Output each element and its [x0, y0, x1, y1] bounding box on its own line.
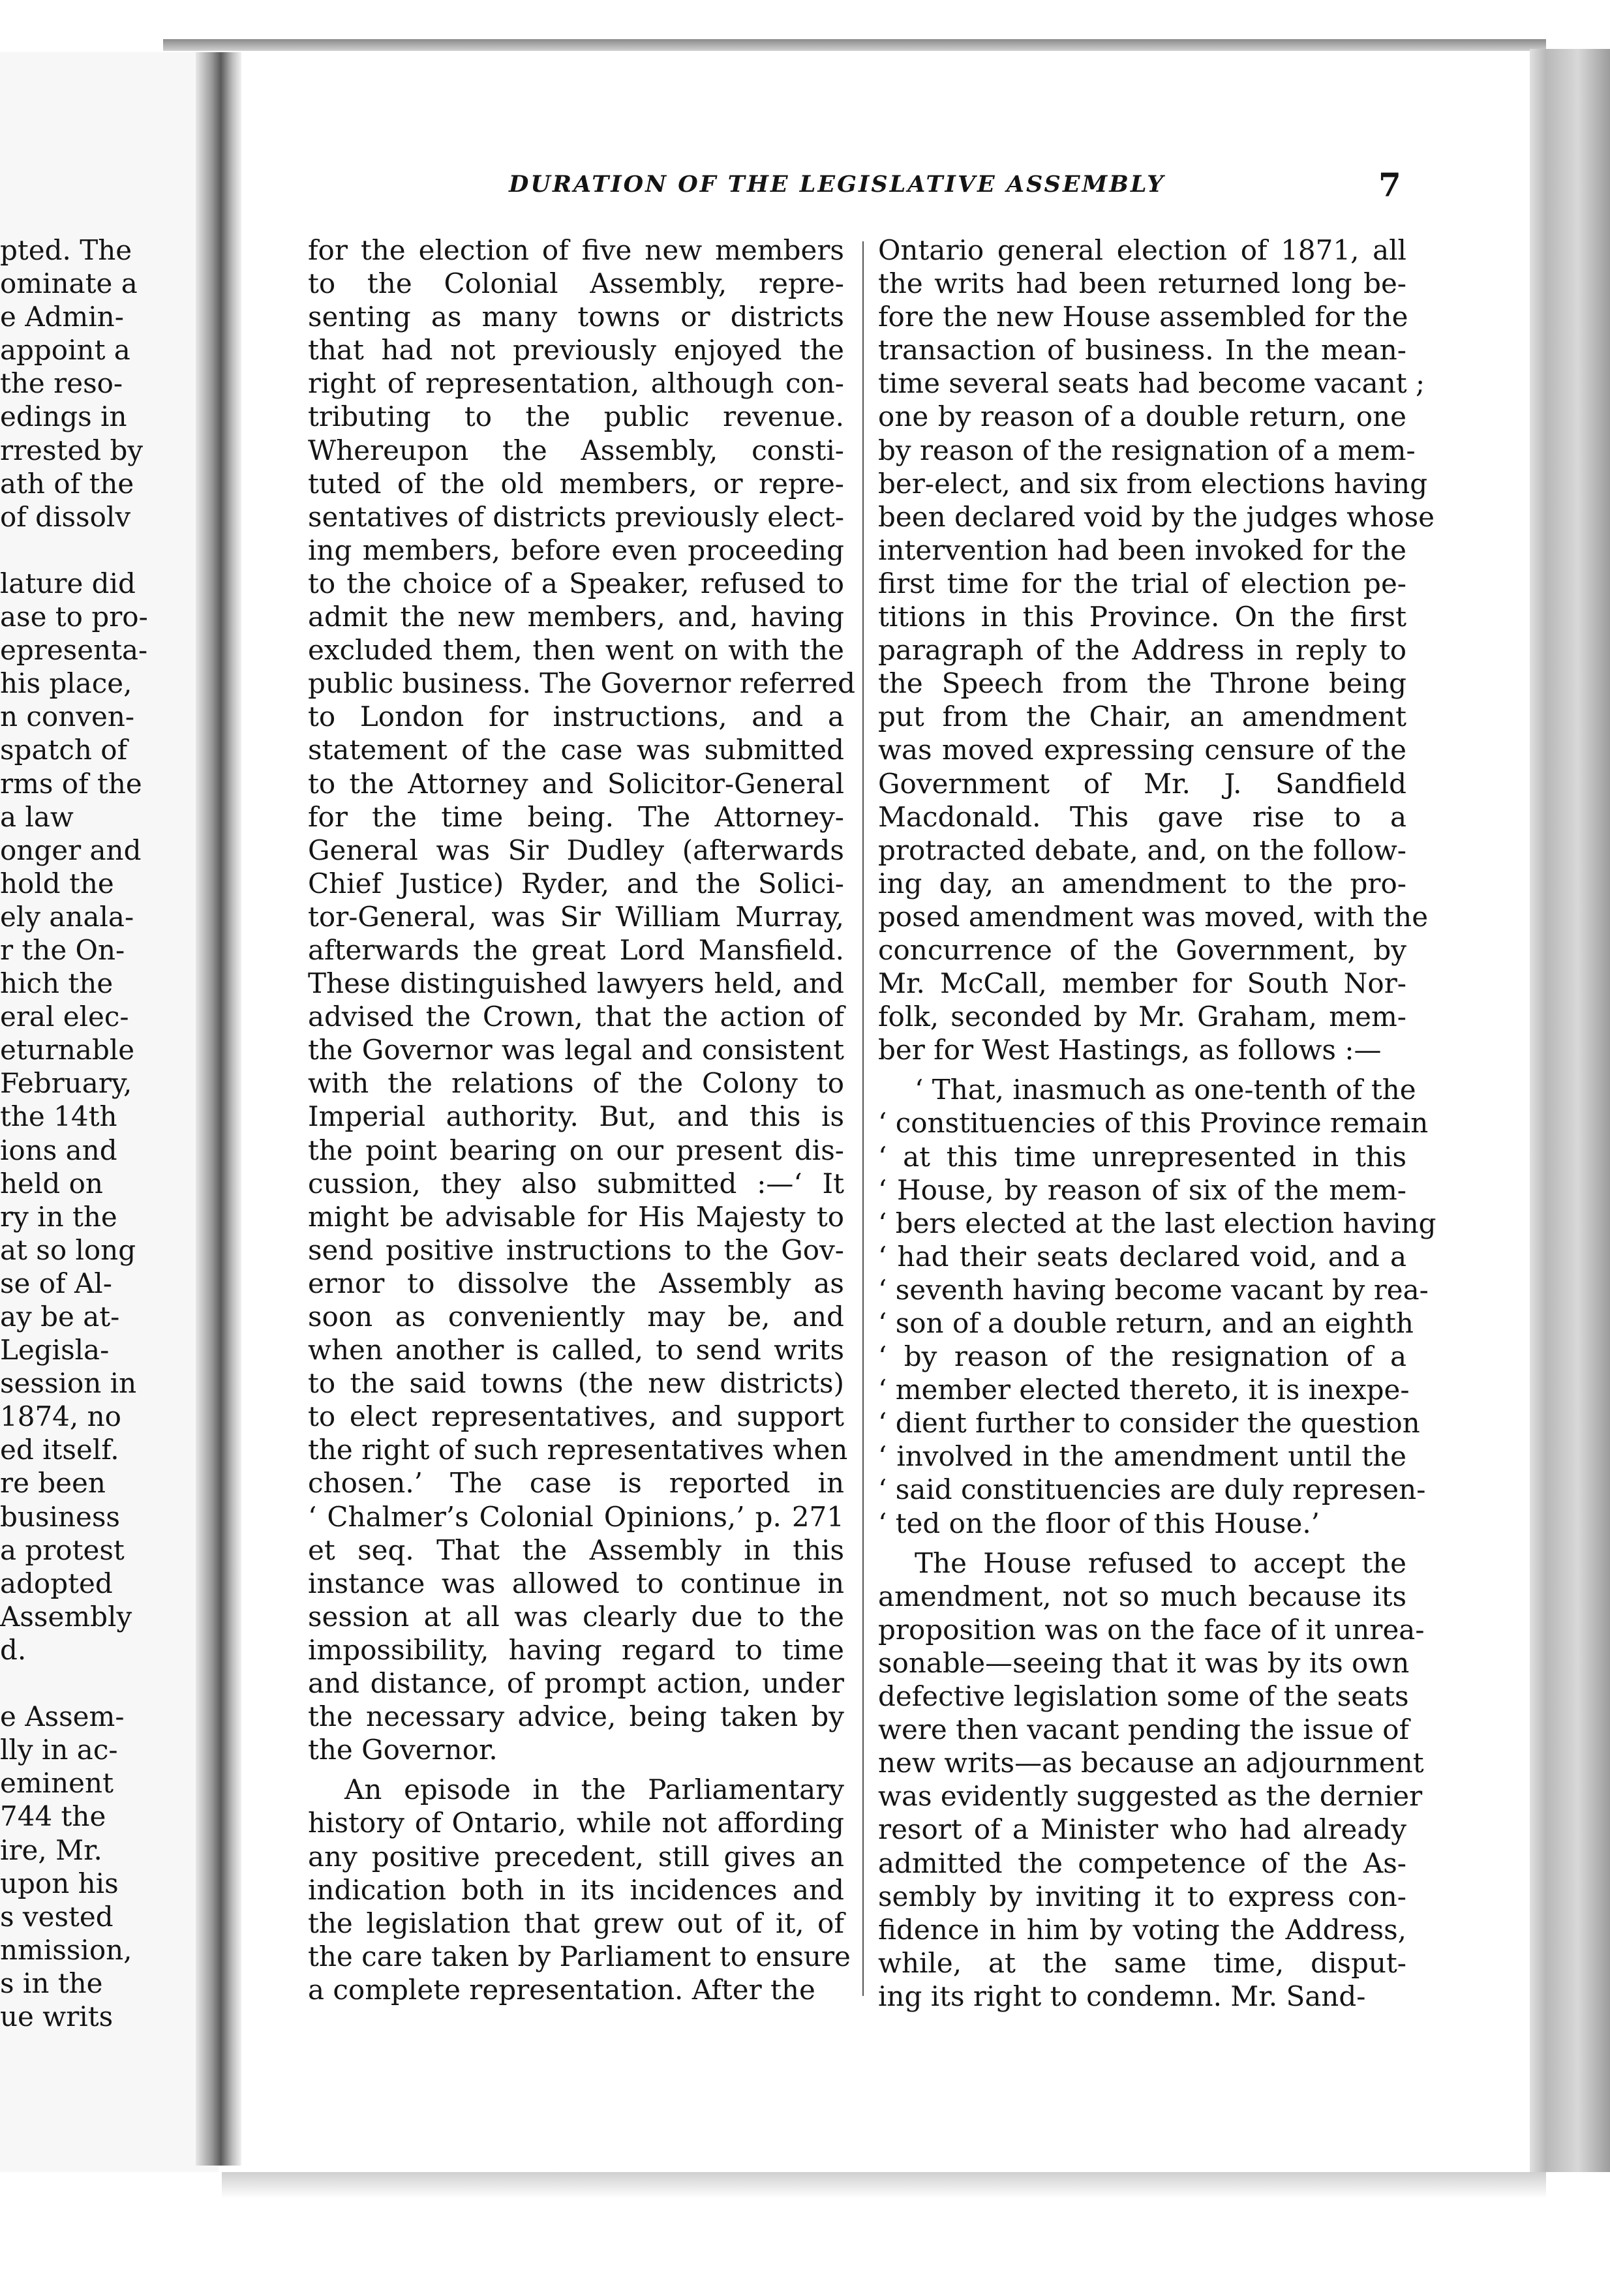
text-line: session at all was clearly due to the: [308, 1600, 844, 1633]
text-line: instance was allowed to continue in: [308, 1567, 844, 1599]
text-line: one by reason of a double return, one: [878, 400, 1406, 433]
text-line: history of Ontario, while not affording: [308, 1807, 844, 1839]
text-line: held on: [0, 1167, 103, 1200]
text-line: a protest: [0, 1533, 125, 1566]
text-line: r the On-: [0, 933, 125, 966]
text-line: were then vacant pending the issue of: [878, 1714, 1410, 1746]
text-line: rms of the: [0, 767, 142, 800]
text-line: session in: [0, 1367, 137, 1400]
text-line: se of Al-: [0, 1267, 112, 1299]
text-line: chosen.’ The case is reported in: [308, 1467, 844, 1500]
text-line: lature did: [0, 567, 136, 599]
text-line: while, at the same time, disput-: [878, 1946, 1406, 1979]
text-line: ions and: [0, 1134, 117, 1166]
text-line: ‘ by reason of the resignation of a: [878, 1340, 1406, 1373]
paragraph-gap: [0, 534, 123, 567]
text-line: epresenta-: [0, 634, 148, 667]
text-line: e Assem-: [0, 1700, 125, 1733]
text-line: tributing to the public revenue.: [308, 400, 844, 433]
text-line: soon as conveniently may be, and: [308, 1301, 844, 1333]
text-line: to London for instructions, and a: [308, 701, 844, 733]
text-line: and distance, of prompt action, under: [308, 1667, 844, 1700]
text-line: at so long: [0, 1233, 136, 1266]
text-line: Macdonald. This gave rise to a: [878, 800, 1406, 833]
text-line: adopted: [0, 1567, 113, 1599]
text-line: paragraph of the Address in reply to: [878, 634, 1406, 667]
text-line: Chief Justice) Ryder, and the Solici-: [308, 867, 844, 899]
text-line: appoint a: [0, 334, 130, 367]
text-line: the care taken by Parliament to ensure: [308, 1940, 851, 1972]
text-line: s in the: [0, 1967, 103, 1999]
text-line: ire, Mr.: [0, 1834, 102, 1866]
text-line: intervention had been invoked for the: [878, 534, 1406, 566]
text-line: ‘ son of a double return, and an eighth: [878, 1307, 1414, 1339]
text-line: with the relations of the Colony to: [308, 1067, 844, 1100]
text-line: Government of Mr. J. Sandfield: [878, 767, 1406, 800]
text-line: ‘ involved in the amendment until the: [878, 1440, 1406, 1473]
text-line: to the Colonial Assembly, repre-: [308, 267, 844, 300]
text-line: ‘ member elected thereto, it is inexpe-: [878, 1374, 1410, 1406]
text-line: the writs had been returned long be-: [878, 267, 1406, 300]
book-gutter: [196, 52, 241, 2166]
text-line: upon his: [0, 1867, 119, 1899]
text-line: the right of such representatives when: [308, 1434, 848, 1466]
text-line: was moved expressing censure of the: [878, 734, 1406, 766]
text-line: when another is called, to send writs: [308, 1334, 844, 1367]
text-line: The House refused to accept the: [915, 1547, 1406, 1579]
facing-page-text-fragment: [0, 234, 148, 2033]
text-line: time several seats had become vacant ;: [878, 367, 1425, 400]
text-line: public business. The Governor referred: [308, 667, 855, 700]
text-line: et seq. That the Assembly in this: [308, 1533, 844, 1566]
paragraph-spacing: [878, 1066, 1406, 1073]
text-line: ‘ constituencies of this Province remain: [878, 1107, 1429, 1140]
text-line: Legisla-: [0, 1334, 110, 1367]
text-line: the 14th: [0, 1100, 117, 1133]
text-line: s vested: [0, 1900, 114, 1933]
text-line: fore the new House assembled for the: [878, 301, 1408, 333]
text-line: to the Attorney and Solicitor-General: [308, 767, 844, 800]
text-line: ‘ bers elected at the last election having: [878, 1207, 1436, 1239]
text-line: sonable—seeing that it was by its own: [878, 1646, 1410, 1679]
text-line: ing its right to condemn. Mr. Sand-: [878, 1980, 1366, 2012]
text-line: amendment, not so much because its: [878, 1580, 1406, 1612]
text-line: by reason of the resignation of a mem-: [878, 434, 1416, 466]
text-line: admit the new members, and, having: [308, 601, 844, 633]
text-line: that had not previously enjoyed the: [308, 334, 844, 367]
text-line: ernor to dissolve the Assembly as: [308, 1267, 844, 1299]
text-line: titions in this Province. On the first: [878, 601, 1406, 633]
text-line: ath of the: [0, 467, 134, 500]
text-line: ed itself.: [0, 1434, 119, 1466]
text-line: ‘ House, by reason of six of the mem-: [878, 1173, 1406, 1206]
text-line: tuted of the old members, or repre-: [308, 467, 844, 500]
text-line: a law: [0, 800, 74, 833]
text-line: cussion, they also submitted :—‘ It: [308, 1167, 844, 1200]
paragraph-gap: [0, 1667, 123, 1700]
text-line: ‘ at this time unrepresented in this: [878, 1140, 1406, 1173]
text-line: ominate a: [0, 267, 138, 300]
text-line: ‘ That, inasmuch as one-tenth of the: [915, 1074, 1416, 1106]
text-line: put from the Chair, an amendment: [878, 701, 1406, 733]
text-line: the point bearing on our present dis-: [308, 1134, 844, 1166]
text-line: re been: [0, 1467, 106, 1500]
text-line: hold the: [0, 867, 114, 899]
text-line: nmission,: [0, 1933, 132, 1966]
text-line: statement of the case was submitted: [308, 734, 844, 766]
text-line: Mr. McCall, member for South Nor-: [878, 967, 1406, 1000]
text-line: for the time being. The Attorney-: [308, 800, 844, 833]
text-line: ‘ ted on the floor of this House.’: [878, 1507, 1320, 1539]
text-line: new writs—as because an adjournment: [878, 1747, 1424, 1779]
text-line: edings in: [0, 400, 127, 433]
text-line: excluded them, then went on with the: [308, 634, 844, 667]
text-line: An episode in the Parliamentary: [344, 1774, 844, 1806]
text-line: the necessary advice, being taken by: [308, 1700, 844, 1733]
text-line: hich the: [0, 967, 114, 1000]
text-line: defective legislation some of the seats: [878, 1680, 1409, 1713]
column-rule: [862, 241, 864, 1996]
text-line: ely anala-: [0, 900, 134, 933]
text-line: ue writs: [0, 2000, 114, 2032]
text-line: ‘ seventh having become vacant by rea-: [878, 1273, 1429, 1306]
text-line: indication both in its incidences and: [308, 1873, 844, 1906]
text-line: Assembly: [0, 1600, 132, 1633]
text-line: the legislation that grew out of it, of: [308, 1907, 844, 1939]
text-line: ay be at-: [0, 1301, 120, 1333]
scan-top-margin: [0, 0, 1610, 60]
text-line: his place,: [0, 667, 132, 700]
text-column-middle: [308, 234, 855, 2006]
text-line: advised the Crown, that the action of: [308, 1001, 844, 1033]
text-line: to the said towns (the new districts): [308, 1367, 844, 1400]
text-line: d.: [0, 1633, 27, 1666]
text-line: resort of a Minister who had already: [878, 1813, 1406, 1846]
text-line: ase to pro-: [0, 601, 148, 633]
text-line: Ontario general election of 1871, all: [878, 234, 1406, 266]
text-line: pted. The: [0, 234, 132, 266]
text-line: ry in the: [0, 1200, 117, 1233]
page-number: 7: [1378, 166, 1401, 204]
text-line: n conven-: [0, 701, 135, 733]
text-line: e Admin-: [0, 301, 124, 333]
text-line: send positive instructions to the Gov-: [308, 1233, 844, 1266]
text-line: protracted debate, and, on the follow-: [878, 834, 1406, 866]
text-line: eminent: [0, 1767, 114, 1800]
paragraph-spacing: [308, 1766, 844, 1773]
text-line: General was Sir Dudley (afterwards: [308, 834, 844, 866]
text-line: ‘ had their seats declared void, and a: [878, 1240, 1406, 1273]
text-line: ‘ said constituencies are duly represen-: [878, 1473, 1426, 1506]
text-line: to the choice of a Speaker, refused to: [308, 567, 844, 599]
text-line: rrested by: [0, 434, 144, 466]
text-column-right: [878, 234, 1436, 2013]
text-line: posed amendment was moved, with the: [878, 900, 1429, 933]
text-line: the Governor was legal and consistent: [308, 1034, 844, 1066]
text-line: was evidently suggested as the dernier: [878, 1780, 1423, 1813]
text-line: senting as many towns or districts: [308, 301, 844, 333]
text-line: onger and: [0, 834, 142, 866]
text-line: concurrence of the Government, by: [878, 933, 1406, 966]
text-line: proposition was on the face of it unrea-: [878, 1613, 1425, 1646]
text-line: ‘ dient further to consider the question: [878, 1407, 1420, 1440]
text-line: of dissolv: [0, 500, 131, 533]
text-line: Whereupon the Assembly, consti-: [308, 434, 844, 466]
text-line: transaction of business. In the mean-: [878, 334, 1406, 367]
text-line: sembly by inviting it to express con-: [878, 1880, 1406, 1912]
text-line: 1874, no: [0, 1400, 121, 1433]
text-line: fidence in him by voting the Address,: [878, 1913, 1406, 1946]
text-line: to elect representatives, and support: [308, 1400, 844, 1433]
text-line: ing members, before even proceeding: [308, 534, 844, 566]
paragraph-spacing: [878, 1540, 1406, 1547]
text-line: impossibility, having regard to time: [308, 1633, 844, 1666]
text-line: ber-elect, and six from elections having: [878, 467, 1428, 500]
text-line: admitted the competence of the As-: [878, 1847, 1406, 1879]
text-line: first time for the trial of election pe-: [878, 567, 1406, 599]
text-line: right of representation, although con-: [308, 367, 844, 400]
text-line: sentatives of districts previously elect-: [308, 500, 845, 533]
text-line: the Speech from the Throne being: [878, 667, 1406, 700]
text-line: a complete representation. After the: [308, 1973, 815, 2006]
text-line: eturnable: [0, 1034, 135, 1066]
page-bottom-shadow: [222, 2172, 1546, 2198]
text-line: ing day, an amendment to the pro-: [878, 867, 1406, 899]
text-line: afterwards the great Lord Mansfield.: [308, 933, 844, 966]
page-top-edge: [163, 39, 1546, 51]
text-line: for the election of five new members: [308, 234, 844, 266]
text-line: spatch of: [0, 734, 128, 766]
text-line: the Governor.: [308, 1734, 498, 1766]
text-line: any positive precedent, still gives an: [308, 1840, 844, 1873]
text-line: 744 the: [0, 1800, 106, 1833]
running-head: DURATION OF THE LEGISLATIVE ASSEMBLY: [509, 171, 1166, 198]
text-line: ber for West Hastings, as follows :—: [878, 1034, 1382, 1066]
text-line: lly in ac-: [0, 1734, 118, 1766]
text-line: ‘ Chalmer’s Colonial Opinions,’ p. 271: [308, 1500, 844, 1533]
text-line: Imperial authority. But, and this is: [308, 1100, 844, 1133]
text-line: business: [0, 1500, 120, 1533]
text-line: tor-General, was Sir William Murray,: [308, 900, 844, 933]
text-line: eral elec-: [0, 1001, 129, 1033]
text-line: folk, seconded by Mr. Graham, mem-: [878, 1001, 1406, 1033]
text-line: February,: [0, 1067, 132, 1100]
text-line: been declared void by the judges whose: [878, 500, 1435, 533]
text-line: might be advisable for His Majesty to: [308, 1200, 844, 1233]
page-right-edge: [1530, 49, 1610, 2241]
text-line: These distinguished lawyers held, and: [308, 967, 844, 1000]
text-line: the reso-: [0, 367, 123, 400]
